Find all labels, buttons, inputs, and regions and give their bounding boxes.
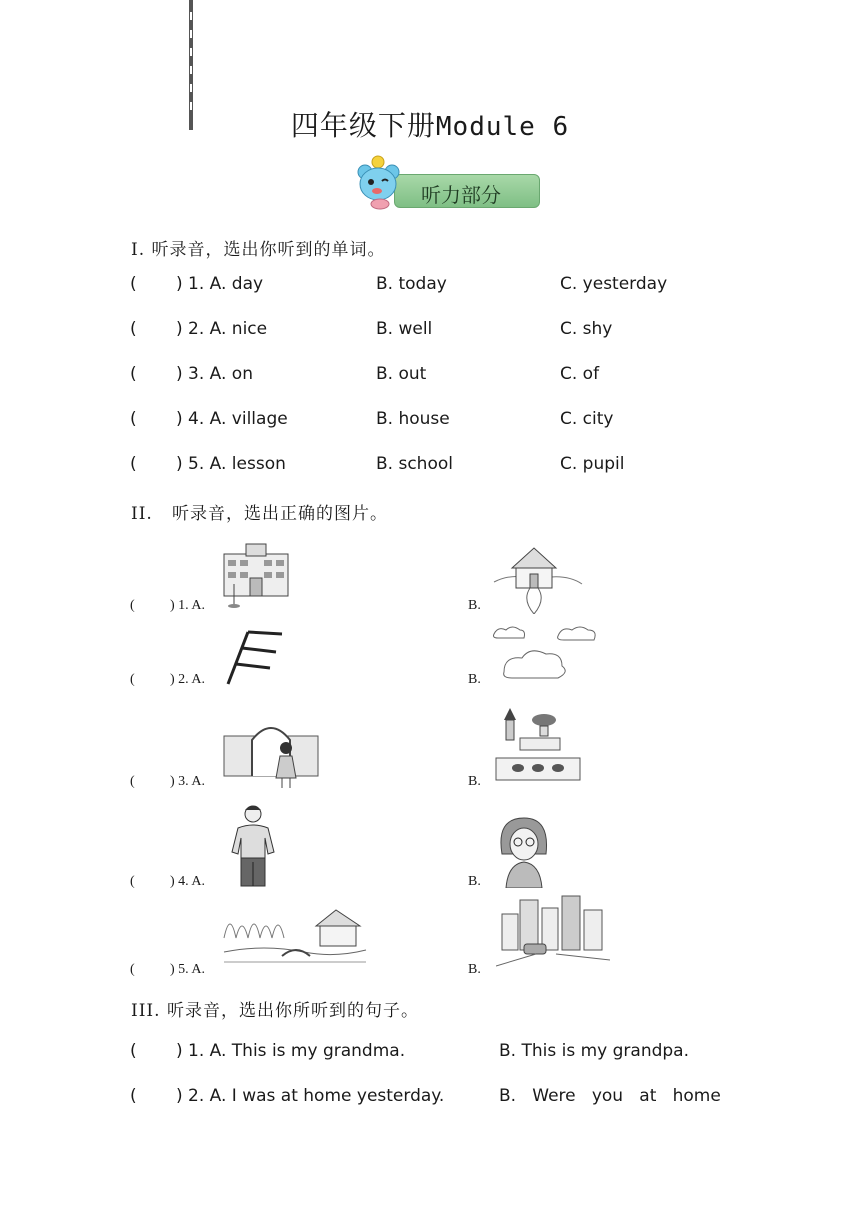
banner-pill (394, 174, 540, 208)
answer-paren[interactable]: ( (130, 454, 137, 474)
s3-item-1-a: ) 1. A. This is my grandma. (176, 1041, 406, 1061)
school-gate-girl-icon (222, 714, 320, 790)
s2-item-5-b: B. (468, 962, 481, 977)
s2-item-5-a: ) 5. A. (170, 962, 205, 977)
s3-item-1-b: B. This is my grandpa. (499, 1041, 689, 1061)
s3-item-2-b: B. Were you at home (499, 1086, 721, 1106)
section3-heading: III. 听录音，选出你所听到的句子。 (131, 1001, 419, 1021)
answer-paren[interactable]: ( (130, 1041, 137, 1061)
s2-item-1-b: B. (468, 598, 481, 613)
title-cn: 四年级下册 (290, 109, 436, 142)
answer-paren[interactable]: ( (130, 364, 137, 384)
page-title (0, 104, 860, 144)
s1-item-3-a: ) 3. A. on (176, 364, 253, 384)
answer-paren[interactable]: ( (130, 319, 137, 339)
banner-label: 听力部分 (421, 183, 501, 207)
answer-paren[interactable]: ( (130, 598, 135, 613)
s1-item-3-c: C. of (560, 364, 600, 384)
answer-paren[interactable]: ( (130, 774, 135, 789)
s2-item-4-a: ) 4. A. (170, 874, 205, 889)
s3-item-2-a: ) 2. A. I was at home yesterday. (176, 1086, 445, 1106)
clouds-icon (488, 622, 614, 686)
school-building-icon (220, 540, 292, 608)
country-house-icon (490, 538, 586, 614)
answer-paren[interactable]: ( (130, 672, 135, 687)
listening-banner (356, 152, 542, 210)
s1-item-4-b: B. house (376, 409, 450, 429)
wind-flag-icon (226, 624, 286, 686)
section2-heading: II. 听录音，选出正确的图片。 (131, 504, 389, 524)
answer-paren[interactable]: ( (130, 274, 137, 294)
s1-item-5-b: B. school (376, 454, 453, 474)
s2-item-1-a: ) 1. A. (170, 598, 205, 613)
s2-item-2-a: ) 2. A. (170, 672, 205, 687)
girl-with-glasses-icon (494, 814, 552, 888)
bear-mascot-icon (356, 152, 406, 210)
s1-item-3-b: B. out (376, 364, 427, 384)
answer-paren[interactable]: ( (130, 409, 137, 429)
answer-paren[interactable]: ( (130, 1086, 137, 1106)
s1-item-2-c: C. shy (560, 319, 613, 339)
s1-item-1-a: ) 1. A. day (176, 274, 264, 294)
strong-man-icon (228, 804, 278, 888)
s1-item-5-a: ) 5. A. lesson (176, 454, 286, 474)
answer-paren[interactable]: ( (130, 962, 135, 977)
s2-item-3-b: B. (468, 774, 481, 789)
section1-heading: I. 听录音，选出你听到的单词。 (131, 240, 386, 260)
village-scene-icon (222, 904, 368, 970)
s1-item-4-a: ) 4. A. village (176, 409, 288, 429)
answer-paren[interactable]: ( (130, 874, 135, 889)
s1-item-1-c: C. yesterday (560, 274, 668, 294)
s1-item-2-a: ) 2. A. nice (176, 319, 268, 339)
s1-item-2-b: B. well (376, 319, 433, 339)
s1-item-4-c: C. city (560, 409, 614, 429)
s1-item-1-b: B. today (376, 274, 447, 294)
title-en: Module 6 (435, 112, 570, 142)
s2-item-4-b: B. (468, 874, 481, 889)
city-scene-icon (496, 894, 610, 968)
s1-item-5-c: C. pupil (560, 454, 625, 474)
s2-item-2-b: B. (468, 672, 481, 687)
park-scene-icon (490, 702, 584, 790)
s2-item-3-a: ) 3. A. (170, 774, 205, 789)
